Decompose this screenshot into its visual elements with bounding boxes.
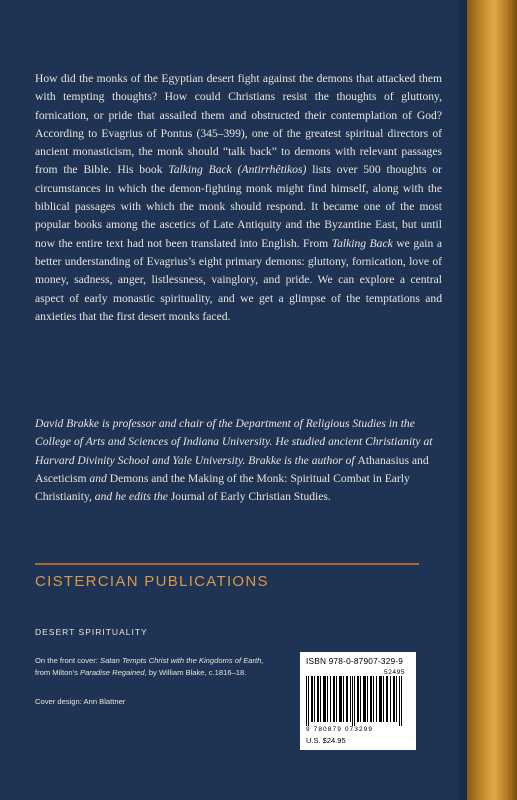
bio-book-2: Demons and the Making of the Monk: Spiritual Combat in Early Christianity, [35,471,410,504]
description-blurb [35,70,442,326]
barcode-icon [306,676,410,726]
front-cover-credit [35,655,295,679]
barcode-box [300,652,416,750]
bio-book-1: Athanasius and Asceticism [35,453,429,485]
price-label: U.S. $24.95 [306,736,346,745]
bio-text-2: and [86,471,110,485]
barcode-digits: 9 780879 073299 [306,726,374,733]
spine-strip [467,0,517,800]
front-cover-book: Paradise Regained [80,668,145,677]
front-cover-artwork: Satan Tempts Christ with the Kingdoms of Earth, [100,656,264,665]
isbn-label: ISBN 978-0-87907-329-9 [306,656,404,666]
front-cover-from: from Milton’s [35,668,81,677]
price-code: 52495 [384,669,406,676]
blurb-text-3: we gain a better understanding of Evagrius’s eight primary demons: gluttony, fornication, love of money, sadness, anger, listlessness, vainglory, and pride. We can explore a central aspect of early monastic spirituality, and we get a glimpse of the temptations and anxieties that the first desert monks faced. [35,236,442,323]
front-cover-suffix: , by William Blake, c.1816–18. [144,668,247,677]
divider-rule [35,563,419,565]
bio-text-4: . [327,490,331,504]
blurb-text-2: lists over 500 thoughts or circumstances in which the demon-fighting monk might find himself, along with the biblical passages with which the monk should respond. It became one of the most popular books among the ascetics of Late Antiquity and the Byzantine East, but until now the entire text had not been translated into English. From [35,163,442,250]
blurb-book-title-short: Talking Back [331,236,393,250]
author-bio [35,415,442,506]
spine-gap [459,0,467,800]
bio-journal: Journal of Early Christian Studies [170,490,328,504]
blurb-book-title: Talking Back (Antirrhêtikos) [168,163,307,177]
bio-text-1: David Brakke is professor and chair of the Department of Religious Studies in the College of Arts and Sciences of Indiana University. He studied ancient Christianity at Harvard Divinity School and Yale University. Brakke is the author of [35,417,433,467]
series-name: DESERT SPIRITUALITY [35,627,148,637]
design-credit: Cover design: Ann Blattner [35,697,126,706]
publisher-name: CISTERCIAN PUBLICATIONS [35,573,269,590]
blurb-text-1: How did the monks of the Egyptian desert fight against the demons that attacked them with tempting thoughts? How could Christians resist the thoughts of gluttony, fornication, or pride that assailed them and obstructed their contemplation of God? According to Evagrius of Pontus (345–399), one of the greatest spiritual directors of ancient monasticism, the monk should “talk back” to demons with relevant passages from the Bible. His book [35,72,442,177]
bio-text-3: and he edits the [91,490,171,504]
front-cover-prefix: On the front cover: [35,656,100,665]
